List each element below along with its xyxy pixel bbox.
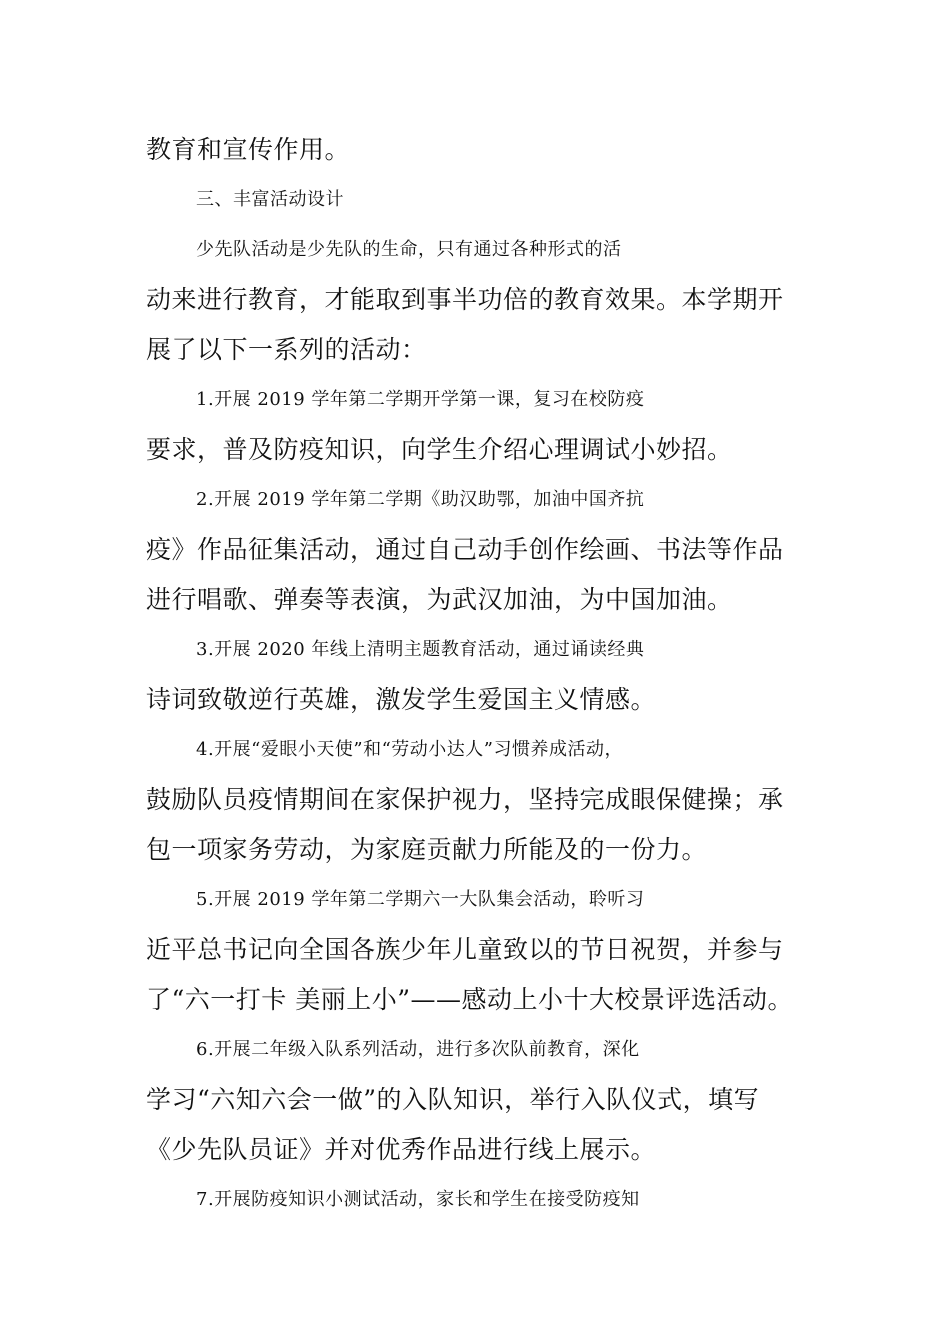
list-item-line: 4.开展“爱眼小天使”和“劳动小达人”习惯养成活动， [196,739,623,760]
list-item-line: 6.开展二年级入队系列活动，进行多次队前教育，深化 [196,1039,640,1060]
text-line: 少先队活动是少先队的生命，只有通过各种形式的活 [196,239,622,260]
text-line: 学习“六知六会一做”的入队知识，举行入队仪式，填写 [146,1085,760,1114]
text-line: 动来进行教育，才能取到事半功倍的教育效果。本学期开 [146,285,784,314]
text-line: 展了以下一系列的活动： [146,335,427,364]
text-line: 诗词致敬逆行英雄，激发学生爱国主义情感。 [146,685,657,714]
list-item-line: 3.开展 2020 年线上清明主题教育活动，通过诵读经典 [196,639,645,660]
text-line: 近平总书记向全国各族少年儿童致以的节日祝贺，并参与 [146,935,784,964]
list-item-line: 5.开展 2019 学年第二学期六一大队集会活动，聆听习 [196,889,645,910]
text-line: 进行唱歌、弹奏等表演，为武汉加油，为中国加油。 [146,585,733,614]
text-line: 包一项家务劳动，为家庭贡献力所能及的一份力。 [146,835,708,864]
section-heading: 三、丰富活动设计 [196,189,344,210]
text-line: 要求，普及防疫知识，向学生介绍心理调试小妙招。 [146,435,733,464]
text-line: 鼓励队员疫情期间在家保护视力，坚持完成眼保健操；承 [146,785,784,814]
list-item-line: 1.开展 2019 学年第二学期开学第一课，复习在校防疫 [196,389,645,410]
text-line: 了“六一打卡 美丽上小”——感动上小十大校景评选活动。 [146,985,794,1014]
text-line: 疫》作品征集活动，通过自己动手创作绘画、书法等作品 [146,535,784,564]
text-line: 《少先队员证》并对优秀作品进行线上展示。 [146,1135,657,1164]
list-item-line: 2.开展 2019 学年第二学期《助汉助鄂，加油中国齐抗 [196,489,645,510]
list-item-line: 7.开展防疫知识小测试活动，家长和学生在接受防疫知 [196,1189,640,1210]
text-line: 教育和宣传作用。 [146,135,351,164]
